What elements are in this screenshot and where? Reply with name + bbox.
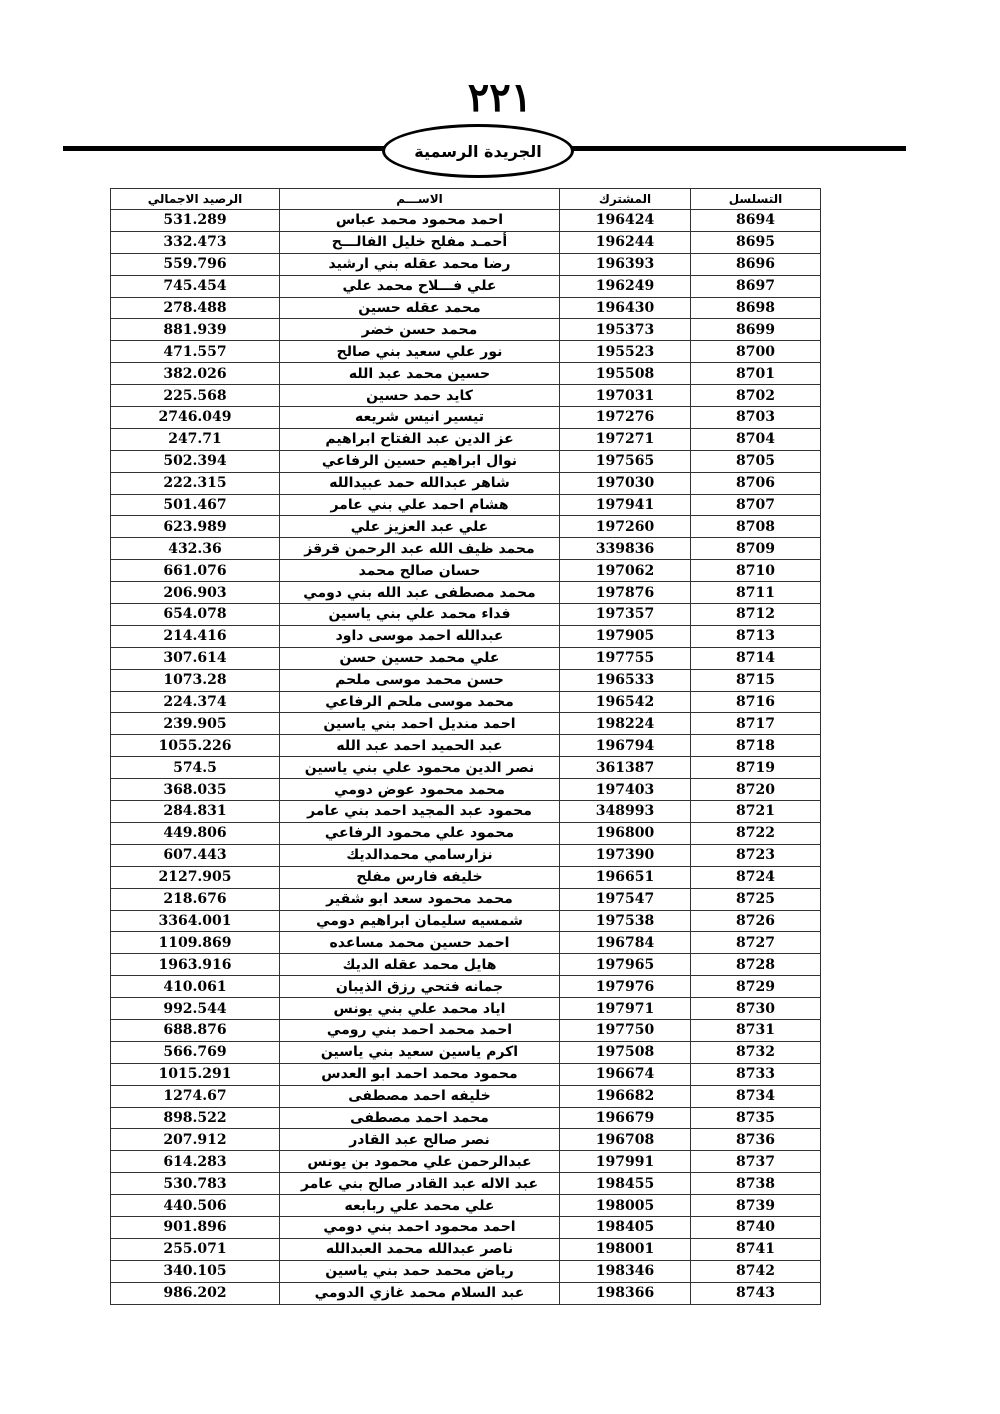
cell-name: كايد حمد حسين <box>280 385 560 407</box>
cell-name: حسين محمد عبد الله <box>280 363 560 385</box>
cell-subscriber: 195508 <box>560 363 691 385</box>
table-row <box>111 844 821 866</box>
cell-serial: 8728 <box>691 954 821 976</box>
cell-serial: 8718 <box>691 735 821 757</box>
table-row <box>111 210 821 232</box>
table-row <box>111 910 821 932</box>
cell-balance: 471.557 <box>111 341 280 363</box>
cell-name: خليفه فارس مفلح <box>280 866 560 888</box>
cell-balance: 225.568 <box>111 385 280 407</box>
cell-balance: 898.522 <box>111 1107 280 1129</box>
cell-balance: 247.71 <box>111 428 280 450</box>
cell-serial: 8742 <box>691 1260 821 1282</box>
table-row <box>111 1282 821 1304</box>
cell-balance: 1109.869 <box>111 932 280 954</box>
cell-subscriber: 198405 <box>560 1216 691 1238</box>
cell-subscriber: 198005 <box>560 1195 691 1217</box>
cell-balance: 218.676 <box>111 888 280 910</box>
cell-name: خليفه احمد مصطفى <box>280 1085 560 1107</box>
cell-serial: 8701 <box>691 363 821 385</box>
table-row <box>111 822 821 844</box>
table-row <box>111 231 821 253</box>
table-row <box>111 976 821 998</box>
table-row <box>111 1260 821 1282</box>
cell-serial: 8719 <box>691 757 821 779</box>
table-row <box>111 888 821 910</box>
table-row <box>111 1041 821 1063</box>
cell-name: احمد حسين محمد مساعده <box>280 932 560 954</box>
cell-serial: 8696 <box>691 253 821 275</box>
cell-name: محمود محمد احمد ابو العدس <box>280 1063 560 1085</box>
table-row <box>111 407 821 429</box>
cell-subscriber: 195373 <box>560 319 691 341</box>
cell-name: شمسيه سليمان ابراهيم دومي <box>280 910 560 932</box>
cell-name: احمد محمود محمد عباس <box>280 210 560 232</box>
table-row <box>111 1238 821 1260</box>
cell-serial: 8738 <box>691 1173 821 1195</box>
cell-subscriber: 197403 <box>560 779 691 801</box>
cell-serial: 8729 <box>691 976 821 998</box>
cell-name: علي عبد العزيز علي <box>280 516 560 538</box>
cell-serial: 8710 <box>691 560 821 582</box>
table-row <box>111 494 821 516</box>
header-rule-left <box>63 146 387 151</box>
cell-name: نوال ابراهيم حسين الرفاعي <box>280 450 560 472</box>
table-row <box>111 1173 821 1195</box>
cell-serial: 8712 <box>691 604 821 626</box>
cell-serial: 8739 <box>691 1195 821 1217</box>
table-row <box>111 297 821 319</box>
cell-serial: 8733 <box>691 1063 821 1085</box>
cell-serial: 8715 <box>691 669 821 691</box>
cell-subscriber: 196393 <box>560 253 691 275</box>
cell-subscriber: 196784 <box>560 932 691 954</box>
cell-balance: 2746.049 <box>111 407 280 429</box>
cell-serial: 8703 <box>691 407 821 429</box>
cell-name: نور علي سعيد بني صالح <box>280 341 560 363</box>
cell-name: علي فـــلاح محمد علي <box>280 275 560 297</box>
table-row <box>111 538 821 560</box>
table-row <box>111 472 821 494</box>
header-balance: الرصيد الاجمالي <box>111 189 280 210</box>
cell-subscriber: 197547 <box>560 888 691 910</box>
cell-balance: 654.078 <box>111 604 280 626</box>
cell-name: رياض محمد حمد بني ياسين <box>280 1260 560 1282</box>
cell-name: اياد محمد علي بني يونس <box>280 998 560 1020</box>
cell-serial: 8704 <box>691 428 821 450</box>
page-number: ٢٢١ <box>467 74 533 121</box>
table-row <box>111 866 821 888</box>
cell-subscriber: 196679 <box>560 1107 691 1129</box>
cell-subscriber: 197565 <box>560 450 691 472</box>
cell-balance: 206.903 <box>111 582 280 604</box>
cell-serial: 8734 <box>691 1085 821 1107</box>
cell-serial: 8700 <box>691 341 821 363</box>
cell-name: شاهر عبدالله حمد عبيدالله <box>280 472 560 494</box>
table-row <box>111 932 821 954</box>
cell-subscriber: 197905 <box>560 625 691 647</box>
cell-name: عز الدين عبد الفتاح ابراهيم <box>280 428 560 450</box>
cell-balance: 661.076 <box>111 560 280 582</box>
cell-serial: 8741 <box>691 1238 821 1260</box>
cell-subscriber: 196244 <box>560 231 691 253</box>
table-row <box>111 253 821 275</box>
cell-subscriber: 197276 <box>560 407 691 429</box>
cell-name: احمد محمد احمد بني رومي <box>280 1019 560 1041</box>
cell-balance: 284.831 <box>111 801 280 823</box>
cell-balance: 432.36 <box>111 538 280 560</box>
cell-name: عبدالرحمن علي محمود بن يونس <box>280 1151 560 1173</box>
cell-serial: 8697 <box>691 275 821 297</box>
cell-balance: 214.416 <box>111 625 280 647</box>
cell-subscriber: 197062 <box>560 560 691 582</box>
cell-serial: 8743 <box>691 1282 821 1304</box>
cell-subscriber: 196682 <box>560 1085 691 1107</box>
cell-subscriber: 196430 <box>560 297 691 319</box>
cell-balance: 1015.291 <box>111 1063 280 1085</box>
cell-serial: 8706 <box>691 472 821 494</box>
cell-subscriber: 197390 <box>560 844 691 866</box>
cell-subscriber: 197965 <box>560 954 691 976</box>
cell-name: هشام احمد علي بني عامر <box>280 494 560 516</box>
table-row <box>111 757 821 779</box>
cell-subscriber: 196533 <box>560 669 691 691</box>
cell-subscriber: 196651 <box>560 866 691 888</box>
table-row <box>111 735 821 757</box>
cell-subscriber: 197031 <box>560 385 691 407</box>
cell-serial: 8707 <box>691 494 821 516</box>
cell-subscriber: 197538 <box>560 910 691 932</box>
cell-subscriber: 195523 <box>560 341 691 363</box>
cell-serial: 8713 <box>691 625 821 647</box>
cell-subscriber: 198455 <box>560 1173 691 1195</box>
cell-balance: 623.989 <box>111 516 280 538</box>
header-name: الاســـم <box>280 189 560 210</box>
cell-name: علي محمد حسين حسن <box>280 647 560 669</box>
cell-name: محمد ظيف الله عبد الرحمن قرقز <box>280 538 560 560</box>
cell-balance: 614.283 <box>111 1151 280 1173</box>
table-row <box>111 669 821 691</box>
table-row <box>111 516 821 538</box>
cell-balance: 531.289 <box>111 210 280 232</box>
table-row <box>111 363 821 385</box>
cell-serial: 8724 <box>691 866 821 888</box>
cell-balance: 449.806 <box>111 822 280 844</box>
cell-name: نصر الدين محمود علي بني ياسين <box>280 757 560 779</box>
cell-subscriber: 197271 <box>560 428 691 450</box>
table-row <box>111 647 821 669</box>
cell-serial: 8725 <box>691 888 821 910</box>
cell-subscriber: 196249 <box>560 275 691 297</box>
cell-name: ناصر عبدالله محمد العبدالله <box>280 1238 560 1260</box>
cell-balance: 992.544 <box>111 998 280 1020</box>
cell-balance: 307.614 <box>111 647 280 669</box>
cell-name: محمد حسن خضر <box>280 319 560 341</box>
cell-name: محمد عقله حسين <box>280 297 560 319</box>
cell-balance: 566.769 <box>111 1041 280 1063</box>
cell-name: تيسير انيس شريعه <box>280 407 560 429</box>
table-row <box>111 450 821 472</box>
cell-balance: 440.506 <box>111 1195 280 1217</box>
table-row <box>111 319 821 341</box>
cell-serial: 8735 <box>691 1107 821 1129</box>
cell-balance: 278.488 <box>111 297 280 319</box>
cell-balance: 530.783 <box>111 1173 280 1195</box>
cell-serial: 8709 <box>691 538 821 560</box>
cell-serial: 8714 <box>691 647 821 669</box>
table-row <box>111 779 821 801</box>
cell-subscriber: 198346 <box>560 1260 691 1282</box>
cell-serial: 8705 <box>691 450 821 472</box>
cell-serial: 8699 <box>691 319 821 341</box>
cell-balance: 255.071 <box>111 1238 280 1260</box>
cell-name: أحمـد مفلح خليل الفالـــح <box>280 231 560 253</box>
masthead-title: الجريدة الرسمية <box>414 141 542 161</box>
table-row <box>111 801 821 823</box>
cell-name: محمد موسى ملحم الرفاعي <box>280 691 560 713</box>
cell-name: عبدالله احمد موسى داود <box>280 625 560 647</box>
table-row <box>111 385 821 407</box>
cell-balance: 881.939 <box>111 319 280 341</box>
cell-serial: 8736 <box>691 1129 821 1151</box>
cell-serial: 8708 <box>691 516 821 538</box>
cell-name: عبد الحميد احمد عبد الله <box>280 735 560 757</box>
cell-subscriber: 197030 <box>560 472 691 494</box>
cell-name: محمد مصطفى عبد الله بني دومي <box>280 582 560 604</box>
table-row <box>111 1085 821 1107</box>
table-row <box>111 954 821 976</box>
cell-balance: 688.876 <box>111 1019 280 1041</box>
table-row <box>111 998 821 1020</box>
cell-subscriber: 198001 <box>560 1238 691 1260</box>
cell-name: نزارسامي محمدالديك <box>280 844 560 866</box>
table-row <box>111 691 821 713</box>
cell-serial: 8698 <box>691 297 821 319</box>
table-row <box>111 1019 821 1041</box>
cell-serial: 8732 <box>691 1041 821 1063</box>
cell-name: جمانه فتحي رزق الذيبان <box>280 976 560 998</box>
table-row <box>111 1151 821 1173</box>
cell-subscriber: 197941 <box>560 494 691 516</box>
cell-serial: 8731 <box>691 1019 821 1041</box>
cell-balance: 3364.001 <box>111 910 280 932</box>
cell-name: رضا محمد عقله بني ارشيد <box>280 253 560 275</box>
header-rule-right <box>572 146 906 151</box>
cell-name: عبد الاله عبد القادر صالح بني عامر <box>280 1173 560 1195</box>
cell-serial: 8730 <box>691 998 821 1020</box>
cell-subscriber: 197991 <box>560 1151 691 1173</box>
cell-name: هايل محمد عقله الديك <box>280 954 560 976</box>
cell-subscriber: 197260 <box>560 516 691 538</box>
cell-serial: 8721 <box>691 801 821 823</box>
cell-balance: 222.315 <box>111 472 280 494</box>
cell-balance: 574.5 <box>111 757 280 779</box>
table-row <box>111 1195 821 1217</box>
header-subscriber: المشترك <box>560 189 691 210</box>
cell-serial: 8740 <box>691 1216 821 1238</box>
table-row <box>111 1063 821 1085</box>
cell-name: حسان صالح محمد <box>280 560 560 582</box>
cell-name: علي محمد علي ربابعه <box>280 1195 560 1217</box>
cell-balance: 207.912 <box>111 1129 280 1151</box>
cell-name: محمد احمد مصطفى <box>280 1107 560 1129</box>
cell-serial: 8720 <box>691 779 821 801</box>
cell-balance: 1055.226 <box>111 735 280 757</box>
cell-serial: 8727 <box>691 932 821 954</box>
cell-balance: 607.443 <box>111 844 280 866</box>
table-body <box>111 210 821 1305</box>
cell-subscriber: 361387 <box>560 757 691 779</box>
table-row <box>111 560 821 582</box>
cell-serial: 8726 <box>691 910 821 932</box>
table-row <box>111 1129 821 1151</box>
cell-subscriber: 197357 <box>560 604 691 626</box>
cell-name: حسن محمد موسى ملحم <box>280 669 560 691</box>
cell-balance: 901.896 <box>111 1216 280 1238</box>
table-row <box>111 275 821 297</box>
cell-balance: 2127.905 <box>111 866 280 888</box>
table-header-row <box>111 189 821 210</box>
cell-balance: 745.454 <box>111 275 280 297</box>
table-row <box>111 341 821 363</box>
cell-subscriber: 198224 <box>560 713 691 735</box>
cell-subscriber: 196674 <box>560 1063 691 1085</box>
header-serial: التسلسل <box>691 189 821 210</box>
cell-subscriber: 196800 <box>560 822 691 844</box>
cell-serial: 8702 <box>691 385 821 407</box>
table-row <box>111 604 821 626</box>
cell-subscriber: 196542 <box>560 691 691 713</box>
cell-serial: 8694 <box>691 210 821 232</box>
cell-serial: 8717 <box>691 713 821 735</box>
cell-name: احمد محمود احمد بني دومي <box>280 1216 560 1238</box>
table-row <box>111 1216 821 1238</box>
cell-balance: 332.473 <box>111 231 280 253</box>
cell-serial: 8722 <box>691 822 821 844</box>
cell-balance: 502.394 <box>111 450 280 472</box>
cell-subscriber: 196424 <box>560 210 691 232</box>
cell-serial: 8723 <box>691 844 821 866</box>
cell-name: اكرم ياسين سعيد بني ياسين <box>280 1041 560 1063</box>
table-row <box>111 713 821 735</box>
cell-name: محمود علي محمود الرفاعي <box>280 822 560 844</box>
cell-serial: 8737 <box>691 1151 821 1173</box>
cell-serial: 8716 <box>691 691 821 713</box>
cell-subscriber: 348993 <box>560 801 691 823</box>
cell-balance: 559.796 <box>111 253 280 275</box>
cell-balance: 1073.28 <box>111 669 280 691</box>
cell-name: فداء محمد علي بني ياسين <box>280 604 560 626</box>
table-row <box>111 625 821 647</box>
cell-balance: 986.202 <box>111 1282 280 1304</box>
cell-balance: 410.061 <box>111 976 280 998</box>
cell-serial: 8695 <box>691 231 821 253</box>
cell-balance: 340.105 <box>111 1260 280 1282</box>
cell-subscriber: 197976 <box>560 976 691 998</box>
cell-subscriber: 197971 <box>560 998 691 1020</box>
cell-name: محمود عبد المجيد احمد بني عامر <box>280 801 560 823</box>
cell-serial: 8711 <box>691 582 821 604</box>
cell-subscriber: 197508 <box>560 1041 691 1063</box>
table-row <box>111 582 821 604</box>
cell-balance: 239.905 <box>111 713 280 735</box>
cell-subscriber: 196794 <box>560 735 691 757</box>
table-row <box>111 428 821 450</box>
table-row <box>111 1107 821 1129</box>
cell-name: عبد السلام محمد غازي الدومي <box>280 1282 560 1304</box>
balances-table <box>110 188 821 1305</box>
cell-subscriber: 197755 <box>560 647 691 669</box>
cell-name: محمد محمود عوض دومي <box>280 779 560 801</box>
cell-name: محمد محمود سعد ابو شقير <box>280 888 560 910</box>
masthead-oval <box>382 124 574 178</box>
cell-balance: 1963.916 <box>111 954 280 976</box>
cell-subscriber: 196708 <box>560 1129 691 1151</box>
cell-balance: 224.374 <box>111 691 280 713</box>
cell-balance: 501.467 <box>111 494 280 516</box>
cell-balance: 382.026 <box>111 363 280 385</box>
cell-name: احمد منديل احمد بني ياسين <box>280 713 560 735</box>
cell-balance: 1274.67 <box>111 1085 280 1107</box>
cell-balance: 368.035 <box>111 779 280 801</box>
cell-subscriber: 197750 <box>560 1019 691 1041</box>
cell-subscriber: 198366 <box>560 1282 691 1304</box>
cell-subscriber: 197876 <box>560 582 691 604</box>
cell-name: نصر صالح عبد القادر <box>280 1129 560 1151</box>
cell-subscriber: 339836 <box>560 538 691 560</box>
